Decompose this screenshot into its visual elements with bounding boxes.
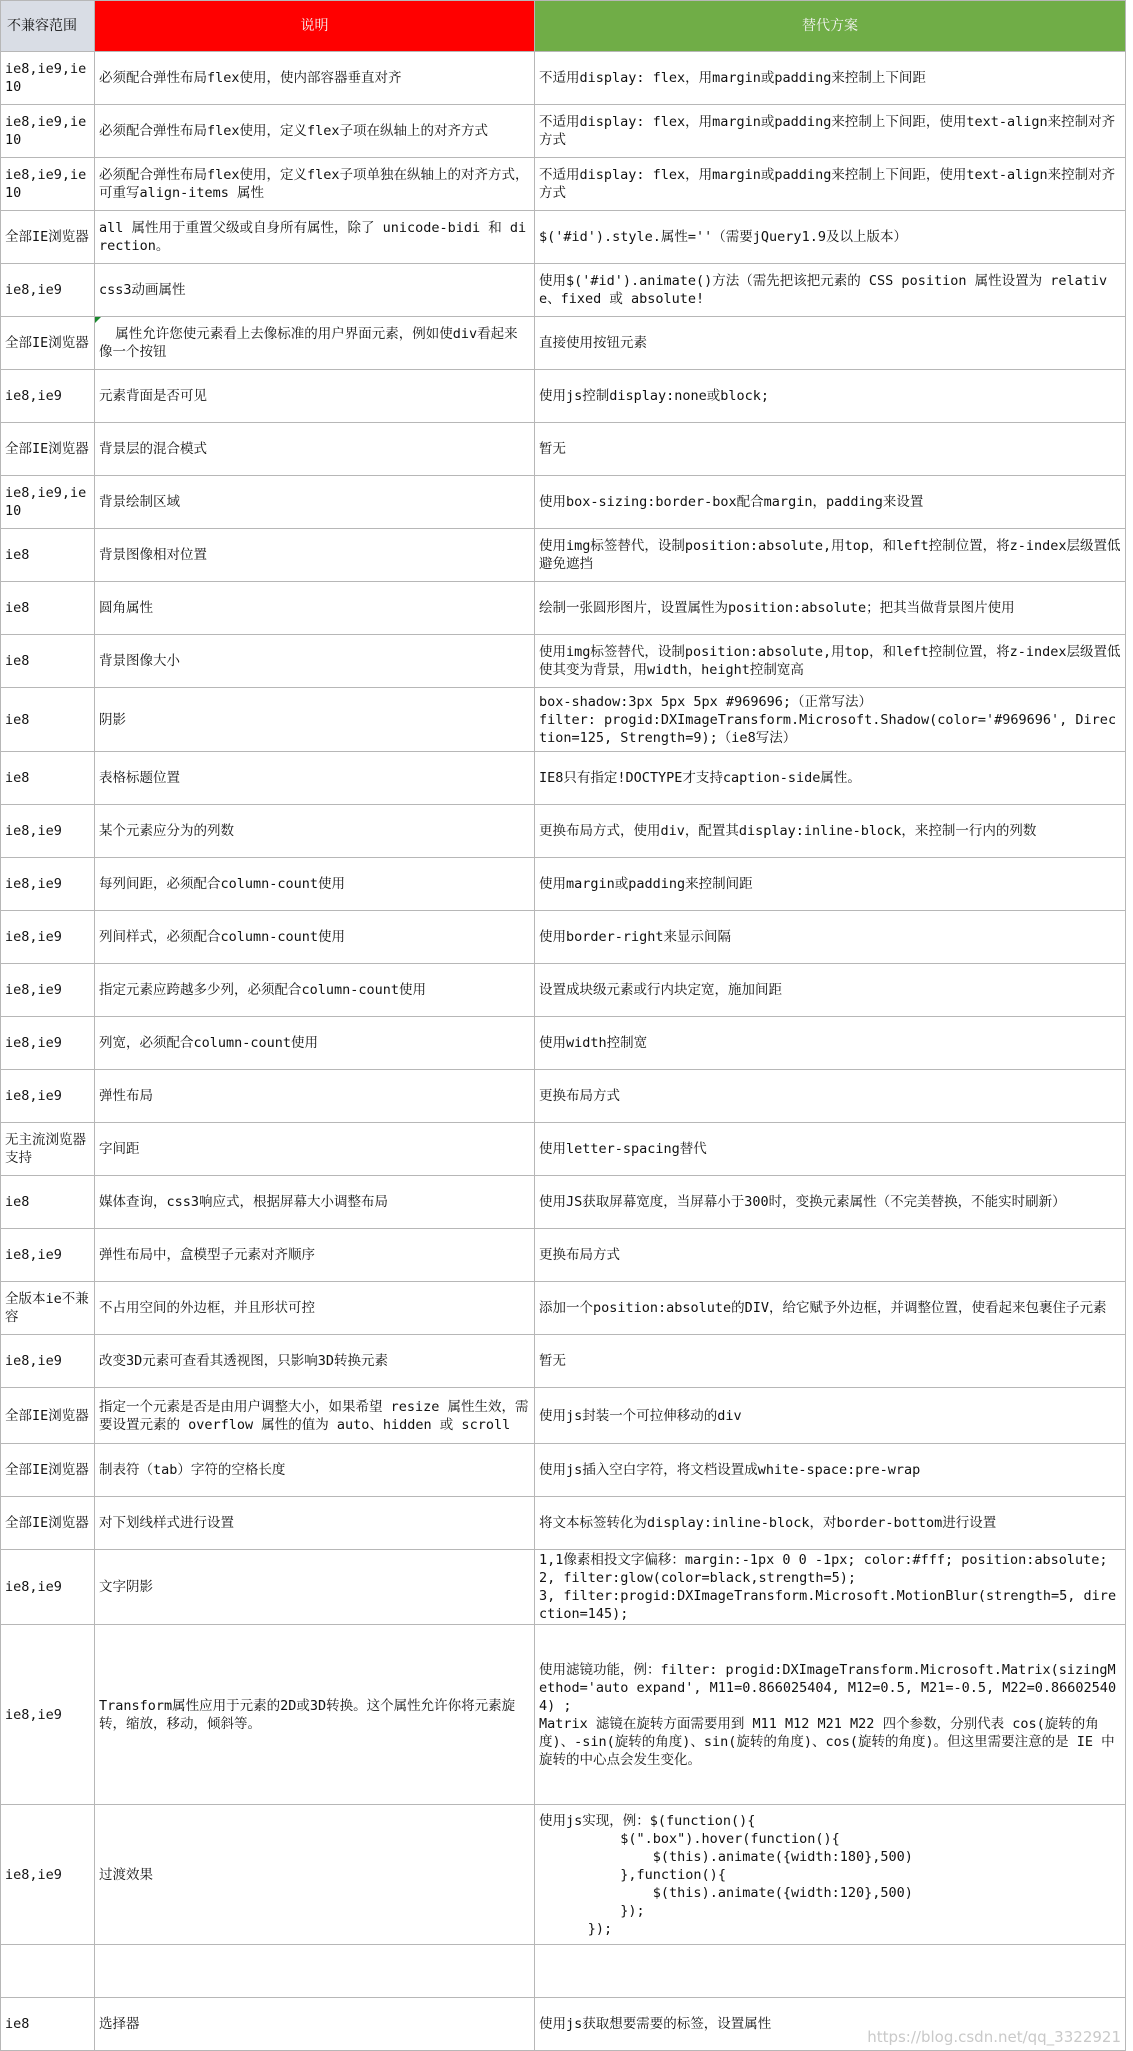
cell-scope[interactable]: 全部IE浏览器 xyxy=(1,1388,95,1444)
cell-scope[interactable]: 全部IE浏览器 xyxy=(1,317,95,370)
cell-alternative[interactable]: 使用js封装一个可拉伸移动的div xyxy=(535,1388,1126,1444)
cell-alternative[interactable]: box-shadow:3px 5px 5px #969696;（正常写法） filter: progid:DXImageTransform.Microsoft.Shadow(color='#969696', Direction=125, Strength=9);（ie8写法） xyxy=(535,688,1126,752)
cell-scope[interactable]: ie8 xyxy=(1,529,95,582)
header-row xyxy=(1,1,1126,52)
cell-alternative[interactable]: $('#id').style.属性=''（需要jQuery1.9及以上版本） xyxy=(535,211,1126,264)
cell-scope[interactable]: ie8,ie9,ie10 xyxy=(1,52,95,105)
table-row xyxy=(1,476,1126,529)
cell-scope[interactable]: ie8 xyxy=(1,1998,95,2051)
cell-alternative[interactable]: 使用js获取想要需要的标签，设置属性 xyxy=(535,1998,1126,2051)
cell-alternative[interactable]: 使用margin或padding来控制间距 xyxy=(535,858,1126,911)
cell-scope[interactable]: ie8 xyxy=(1,635,95,688)
cell-scope[interactable]: ie8,ie9 xyxy=(1,1550,95,1625)
header-description[interactable]: 说明 xyxy=(95,1,535,52)
cell-scope[interactable]: ie8 xyxy=(1,752,95,805)
cell-scope[interactable]: 全版本ie不兼容 xyxy=(1,1282,95,1335)
cell-description[interactable]: 弹性布局 xyxy=(95,1070,535,1123)
cell-alternative[interactable]: 绘制一张圆形图片，设置属性为position:absolute；把其当做背景图片使用 xyxy=(535,582,1126,635)
cell-alternative[interactable]: 直接使用按钮元素 xyxy=(535,317,1126,370)
cell-alternative[interactable]: 使用$('#id').animate()方法（需先把该把元素的 CSS position 属性设置为 relative、fixed 或 absolute! xyxy=(535,264,1126,317)
cell-alternative[interactable]: 1,1像素相投文字偏移：margin:-1px 0 0 -1px; color:#fff; position:absolute; 2, filter:glow(color=black,strength=5); 3, filter:progid:DXImageTransform.Microsoft.MotionBlur(strength=5, direction=145); xyxy=(535,1550,1126,1625)
cell-alternative[interactable]: 使用js控制display:none或block; xyxy=(535,370,1126,423)
table-row xyxy=(1,805,1126,858)
cell-description[interactable]: 弹性布局中，盒模型子元素对齐顺序 xyxy=(95,1229,535,1282)
cell-description[interactable]: 元素背面是否可见 xyxy=(95,370,535,423)
cell-description[interactable]: 每列间距，必须配合column-count使用 xyxy=(95,858,535,911)
cell-description[interactable]: 列宽，必须配合column-count使用 xyxy=(95,1017,535,1070)
cell-alternative[interactable]: 添加一个position:absolute的DIV，给它赋予外边框，并调整位置，使看起来包裹住子元素 xyxy=(535,1282,1126,1335)
cell-description[interactable]: 文字阴影 xyxy=(95,1550,535,1625)
cell-description[interactable]: 对下划线样式进行设置 xyxy=(95,1497,535,1550)
cell-scope[interactable]: ie8,ie9 xyxy=(1,1070,95,1123)
cell-scope[interactable]: ie8,ie9 xyxy=(1,1229,95,1282)
cell-description[interactable]: 圆角属性 xyxy=(95,582,535,635)
cell-description[interactable]: 媒体查询，css3响应式，根据屏幕大小调整布局 xyxy=(95,1176,535,1229)
cell-alternative[interactable]: 使用img标签替代，设制position:absolute,用top，和left控制位置，将z-index层级置低避免遮挡 xyxy=(535,529,1126,582)
cell-alternative[interactable]: 暂无 xyxy=(535,423,1126,476)
table-row xyxy=(1,52,1126,105)
cell-scope[interactable]: ie8,ie9 xyxy=(1,1335,95,1388)
table-row xyxy=(1,1625,1126,1805)
table-row xyxy=(1,858,1126,911)
table-row xyxy=(1,1070,1126,1123)
cell-alternative[interactable] xyxy=(535,1945,1126,1998)
cell-description[interactable]: Transform属性应用于元素的2D或3D转换。这个属性允许你将元素旋转，缩放，移动，倾斜等。 xyxy=(95,1625,535,1805)
cell-scope[interactable]: ie8,ie9 xyxy=(1,964,95,1017)
table-row xyxy=(1,317,1126,370)
cell-scope[interactable]: ie8,ie9 xyxy=(1,805,95,858)
cell-description[interactable]: 不占用空间的外边框，并且形状可控 xyxy=(95,1282,535,1335)
cell-alternative[interactable]: 使用border-right来显示间隔 xyxy=(535,911,1126,964)
table-row xyxy=(1,1497,1126,1550)
cell-scope[interactable]: ie8 xyxy=(1,1176,95,1229)
cell-scope[interactable]: ie8,ie9 xyxy=(1,264,95,317)
cell-alternative[interactable]: 使用JS获取屏幕宽度，当屏幕小于300时，变换元素属性（不完美替换，不能实时刷新） xyxy=(535,1176,1126,1229)
cell-description[interactable]: 指定一个元素是否是由用户调整大小，如果希望 resize 属性生效，需要设置元素的 overflow 属性的值为 auto、hidden 或 scroll xyxy=(95,1388,535,1444)
cell-description[interactable]: 制表符（tab）字符的空格长度 xyxy=(95,1444,535,1497)
cell-scope[interactable]: 全部IE浏览器 xyxy=(1,1497,95,1550)
table-row xyxy=(1,1017,1126,1070)
cell-alternative[interactable]: 使用js实现，例：$(function(){ $(".box").hover(function(){ $(this).animate({width:180},500) },function(){ $(this).animate({width:120},500) }); }); xyxy=(535,1805,1126,1945)
cell-scope[interactable]: 全部IE浏览器 xyxy=(1,423,95,476)
cell-scope[interactable]: ie8 xyxy=(1,688,95,752)
table-row xyxy=(1,1176,1126,1229)
table-row xyxy=(1,1229,1126,1282)
cell-alternative[interactable]: 不适用display: flex，用margin或padding来控制上下间距 xyxy=(535,52,1126,105)
cell-scope[interactable]: ie8,ie9 xyxy=(1,911,95,964)
cell-description[interactable]: 过渡效果 xyxy=(95,1805,535,1945)
table-row xyxy=(1,1945,1126,1998)
cell-description[interactable]: 背景图像大小 xyxy=(95,635,535,688)
cell-description[interactable] xyxy=(95,1945,535,1998)
header-alternative[interactable]: 替代方案 xyxy=(535,1,1126,52)
header-scope[interactable]: 不兼容范围 xyxy=(1,1,95,52)
cell-alternative[interactable]: 使用js插入空白字符，将文档设置成white-space:pre-wrap xyxy=(535,1444,1126,1497)
cell-scope[interactable]: ie8,ie9 xyxy=(1,370,95,423)
cell-alternative[interactable]: 使用box-sizing:border-box配合margin，padding来设置 xyxy=(535,476,1126,529)
cell-description[interactable]: 背景层的混合模式 xyxy=(95,423,535,476)
cell-alternative[interactable]: 更换布局方式 xyxy=(535,1229,1126,1282)
table-row xyxy=(1,158,1126,211)
cell-alternative[interactable]: 使用letter-spacing替代 xyxy=(535,1123,1126,1176)
cell-scope[interactable]: ie8 xyxy=(1,582,95,635)
cell-description[interactable]: 改变3D元素可查看其透视图，只影响3D转换元素 xyxy=(95,1335,535,1388)
cell-alternative[interactable]: 不适用display: flex，用margin或padding来控制上下间距，使用text-align来控制对齐方式 xyxy=(535,158,1126,211)
table-row xyxy=(1,423,1126,476)
table-row xyxy=(1,1805,1126,1945)
table-row xyxy=(1,964,1126,1017)
cell-description[interactable]: 表格标题位置 xyxy=(95,752,535,805)
table-row xyxy=(1,635,1126,688)
cell-alternative[interactable]: 将文本标签转化为display:inline-block，对border-bottom进行设置 xyxy=(535,1497,1126,1550)
cell-alternative[interactable]: 使用width控制宽 xyxy=(535,1017,1126,1070)
table-row xyxy=(1,1123,1126,1176)
cell-scope[interactable]: 全部IE浏览器 xyxy=(1,211,95,264)
cell-alternative[interactable]: 不适用display: flex，用margin或padding来控制上下间距，使用text-align来控制对齐方式 xyxy=(535,105,1126,158)
cell-scope[interactable]: 全部IE浏览器 xyxy=(1,1444,95,1497)
cell-alternative[interactable]: 使用img标签替代，设制position:absolute,用top，和left控制位置，将z-index层级置低使其变为背景，用width，height控制宽高 xyxy=(535,635,1126,688)
cell-description[interactable]: 指定元素应跨越多少列，必须配合column-count使用 xyxy=(95,964,535,1017)
cell-alternative[interactable]: 更换布局方式 xyxy=(535,1070,1126,1123)
table-row xyxy=(1,1444,1126,1497)
cell-description[interactable]: 必须配合弹性布局flex使用，定义flex子项在纵轴上的对齐方式 xyxy=(95,105,535,158)
table-row xyxy=(1,1335,1126,1388)
cell-description[interactable]: css3动画属性 xyxy=(95,264,535,317)
table-row xyxy=(1,529,1126,582)
cell-description[interactable]: 字间距 xyxy=(95,1123,535,1176)
cell-description[interactable]: 属性允许您使元素看上去像标准的用户界面元素，例如使div看起来像一个按钮 xyxy=(95,317,535,370)
table-row xyxy=(1,1282,1126,1335)
table-row xyxy=(1,911,1126,964)
cell-scope[interactable]: ie8,ie9 xyxy=(1,1805,95,1945)
cell-description[interactable]: 选择器 xyxy=(95,1998,535,2051)
table-row xyxy=(1,105,1126,158)
cell-description[interactable]: 必须配合弹性布局flex使用，使内部容器垂直对齐 xyxy=(95,52,535,105)
table-row xyxy=(1,1550,1126,1625)
cell-scope[interactable]: ie8,ie9 xyxy=(1,858,95,911)
cell-description[interactable]: 某个元素应分为的列数 xyxy=(95,805,535,858)
cell-description[interactable]: all 属性用于重置父级或自身所有属性，除了 unicode-bidi 和 direction。 xyxy=(95,211,535,264)
table-row xyxy=(1,370,1126,423)
cell-description[interactable]: 背景绘制区域 xyxy=(95,476,535,529)
table-row xyxy=(1,211,1126,264)
table-row xyxy=(1,752,1126,805)
cell-scope[interactable] xyxy=(1,1945,95,1998)
cell-scope[interactable]: ie8,ie9,ie10 xyxy=(1,158,95,211)
cell-scope[interactable]: ie8,ie9,ie10 xyxy=(1,105,95,158)
cell-description[interactable]: 背景图像相对位置 xyxy=(95,529,535,582)
cell-alternative[interactable]: 更换布局方式，使用div，配置其display:inline-block，来控制一行内的列数 xyxy=(535,805,1126,858)
cell-alternative[interactable]: 使用滤镜功能，例：filter: progid:DXImageTransform.Microsoft.Matrix(sizingMethod='auto expand', M11=0.866025404, M12=0.5, M21=-0.5, M22=0.866025404) ; Matrix 滤镜在旋转方面需要用到 M11 M12 M21 M22 四个参数，分别代表 cos(旋转的角度)、-sin(旋转的角度)、sin(旋转的角度)、cos(旋转的角度)。但这里需要注意的是 IE 中旋转的中心点会发生变化。 xyxy=(535,1625,1126,1805)
table-row xyxy=(1,1388,1126,1444)
table-row xyxy=(1,688,1126,752)
cell-description[interactable]: 阴影 xyxy=(95,688,535,752)
table-row xyxy=(1,264,1126,317)
cell-scope[interactable]: 无主流浏览器支持 xyxy=(1,1123,95,1176)
watermark: https://blog.csdn.net/qq_3322921 xyxy=(867,2028,1121,2046)
cell-description[interactable]: 必须配合弹性布局flex使用，定义flex子项单独在纵轴上的对齐方式，可重写align-items 属性 xyxy=(95,158,535,211)
cell-alternative[interactable]: IE8只有指定!DOCTYPE才支持caption-side属性。 xyxy=(535,752,1126,805)
cell-alternative[interactable]: 暂无 xyxy=(535,1335,1126,1388)
table-row xyxy=(1,582,1126,635)
cell-scope[interactable]: ie8,ie9,ie10 xyxy=(1,476,95,529)
cell-description[interactable]: 列间样式，必须配合column-count使用 xyxy=(95,911,535,964)
cell-alternative[interactable]: 设置成块级元素或行内块定宽，施加间距 xyxy=(535,964,1126,1017)
cell-scope[interactable]: ie8,ie9 xyxy=(1,1625,95,1805)
cell-scope[interactable]: ie8,ie9 xyxy=(1,1017,95,1070)
